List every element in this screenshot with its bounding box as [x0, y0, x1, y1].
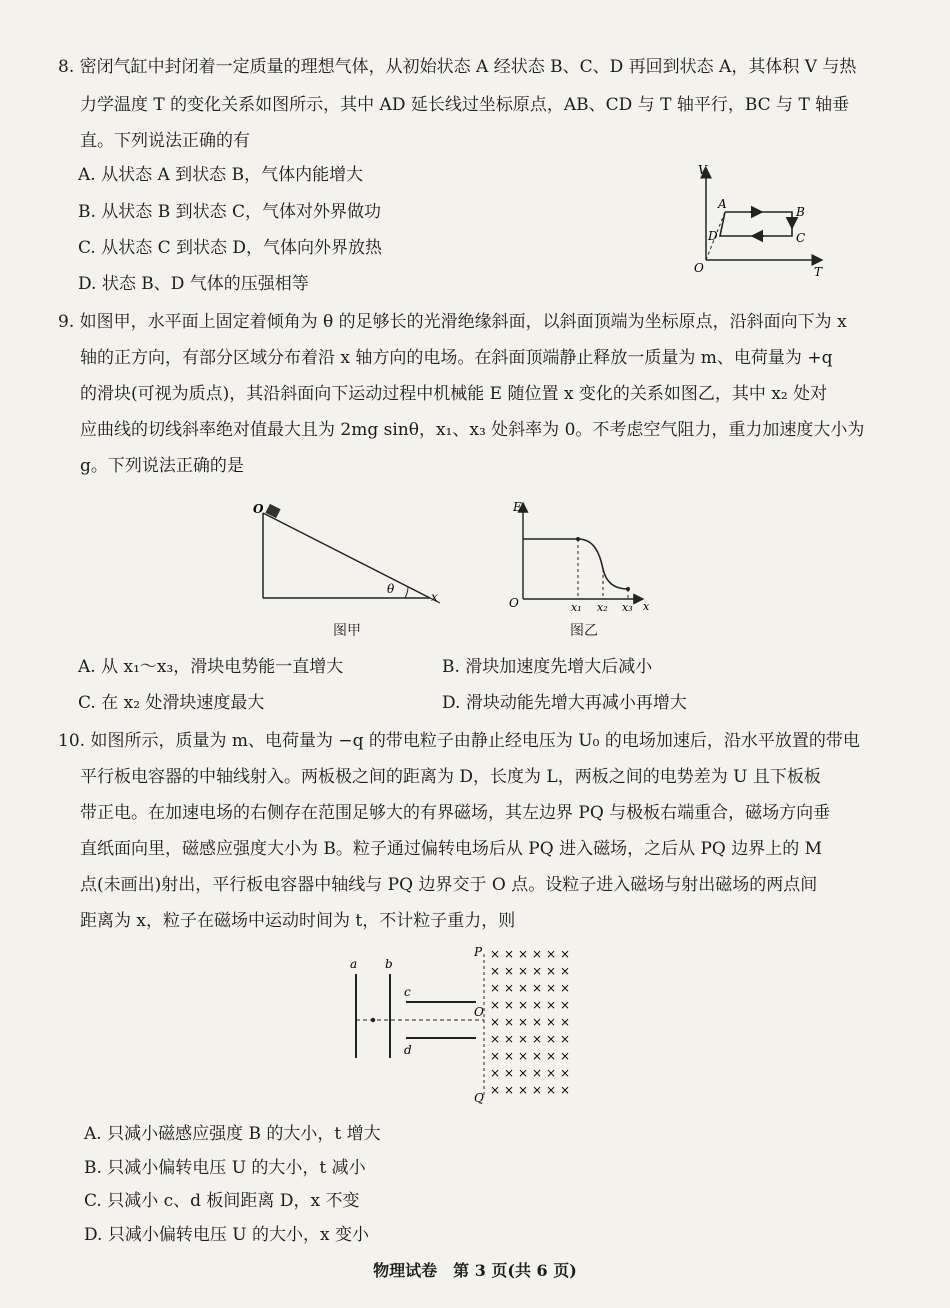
q9-option-b: B. 滑块加速度先增大后减小 — [442, 657, 653, 677]
field-cross: × — [560, 998, 571, 1012]
q9-stem-line-4: 应曲线的切线斜率绝对值最大且为 2mg sinθ，x₁、x₃ 处斜率为 0。不考虑空气阻力，重力加速度大小为 — [80, 420, 865, 440]
point-p-label: P — [474, 945, 483, 959]
q8-vt-diagram — [680, 160, 840, 285]
field-cross: × — [560, 947, 571, 961]
q10-option-d: D. 只减小偏转电压 U 的大小，x 变小 — [84, 1225, 369, 1245]
cycle-path — [720, 212, 792, 236]
page-footer: 物理试卷 第 3 页(共 6 页) — [373, 1261, 577, 1280]
e-axis-label: E — [513, 500, 522, 514]
q9-stem-line-5: g。下列说法正确的是 — [80, 456, 244, 476]
field-cross: × — [532, 981, 543, 995]
field-cross: × — [490, 998, 501, 1012]
field-cross: × — [532, 1032, 543, 1046]
energy-curve — [523, 539, 628, 589]
q10-option-a: A. 只减小磁感应强度 B 的大小，t 增大 — [84, 1124, 381, 1144]
field-cross: × — [490, 947, 501, 961]
q9-option-d: D. 滑块动能先增大再减小再增大 — [442, 693, 687, 713]
field-cross: × — [518, 947, 529, 961]
graph-origin-label: O — [509, 596, 519, 610]
field-cross: × — [532, 964, 543, 978]
q8-stem-line-3: 直。下列说法正确的有 — [80, 131, 250, 151]
q8-option-d: D. 状态 B、D 气体的压强相等 — [78, 274, 309, 294]
field-cross: × — [504, 1049, 515, 1063]
field-cross: × — [546, 1015, 557, 1029]
q10-field-diagram — [340, 940, 580, 1110]
field-cross: × — [504, 1032, 515, 1046]
field-cross: × — [560, 1015, 571, 1029]
point-a-label: A — [718, 197, 727, 211]
field-cross: × — [504, 981, 515, 995]
incline-x-label: x — [431, 590, 438, 604]
plate-c-label: c — [404, 985, 411, 999]
field-cross: × — [518, 964, 529, 978]
field-cross: × — [490, 1049, 501, 1063]
field-cross: × — [560, 1066, 571, 1080]
field-cross: × — [490, 1066, 501, 1080]
field-cross: × — [546, 1032, 557, 1046]
field-cross: × — [546, 1049, 557, 1063]
field-cross: × — [518, 1083, 529, 1097]
point-c-label: C — [796, 231, 806, 245]
q9-option-c: C. 在 x₂ 处滑块速度最大 — [78, 693, 265, 713]
q10-stem-line-1: 10. 如图所示，质量为 m、电荷量为 −q 的带电粒子由静止经电压为 U₀ 的电场加速后，沿水平放置的带电 — [58, 731, 860, 751]
q10-stem-line-6: 距离为 x，粒子在磁场中运动时间为 t，不计粒子重力，则 — [80, 911, 516, 931]
field-cross: × — [560, 1083, 571, 1097]
field-cross: × — [532, 1066, 543, 1080]
field-cross: × — [490, 1015, 501, 1029]
incline-slope — [263, 513, 430, 598]
field-cross: × — [490, 1083, 501, 1097]
field-cross: × — [560, 1032, 571, 1046]
origin-label: O — [694, 261, 704, 275]
q9-stem-line-3: 的滑块(可视为质点)，其沿斜面向下运动过程中机械能 E 随位置 x 变化的关系如图乙，其中 x₂ 处对 — [80, 384, 828, 404]
field-cross: × — [546, 964, 557, 978]
field-cross: × — [504, 1015, 515, 1029]
q9-energy-graph — [505, 495, 655, 617]
q10-stem-line-2: 平行板电容器的中轴线射入。两板极之间的距离为 D，长度为 L，两板之间的电势差为 U 且下板板 — [80, 767, 821, 787]
graph-x-axis-label: x — [643, 600, 650, 613]
q8-option-c: C. 从状态 C 到状态 D，气体向外界放热 — [78, 238, 383, 258]
field-cross: × — [532, 998, 543, 1012]
field-cross: × — [504, 1066, 515, 1080]
field-cross: × — [518, 998, 529, 1012]
field-cross: × — [532, 1015, 543, 1029]
plate-b-label: b — [385, 957, 393, 971]
q10-stem-line-4: 直纸面向里，磁感应强度大小为 B。粒子通过偏转电场后从 PQ 进入磁场，之后从 PQ 边界上的 M — [80, 839, 823, 859]
field-cross: × — [518, 1066, 529, 1080]
field-cross: × — [546, 998, 557, 1012]
field-cross: × — [560, 981, 571, 995]
x1-label: x₁ — [571, 601, 582, 614]
field-cross: × — [504, 998, 515, 1012]
point-o-label: O — [474, 1005, 484, 1019]
point-b-label: B — [796, 205, 805, 219]
point-q-label: Q — [474, 1091, 484, 1105]
q8-option-a: A. 从状态 A 到状态 B，气体内能增大 — [78, 165, 364, 185]
field-cross: × — [560, 1049, 571, 1063]
q10-stem-line-5: 点(未画出)射出，平行板电容器中轴线与 PQ 边界交于 O 点。设粒子进入磁场与射出磁场的两点间 — [80, 875, 818, 895]
field-cross: × — [546, 981, 557, 995]
field-cross: × — [532, 1049, 543, 1063]
x3-label: x₃ — [622, 601, 633, 614]
fig-jia-caption: 图甲 — [333, 623, 361, 639]
field-cross: × — [490, 981, 501, 995]
field-cross: × — [518, 1015, 529, 1029]
q8-option-b: B. 从状态 B 到状态 C，气体对外界做功 — [78, 202, 382, 222]
q8-stem-line-2: 力学温度 T 的变化关系如图所示，其中 AD 延长线过坐标原点，AB、CD 与 T 轴平行，BC 与 T 轴垂 — [80, 95, 850, 115]
field-cross: × — [546, 947, 557, 961]
field-cross: × — [532, 947, 543, 961]
q10-option-b: B. 只减小偏转电压 U 的大小，t 减小 — [84, 1158, 366, 1178]
q10-stem-line-3: 带正电。在加速电场的右侧存在范围足够大的有界磁场，其左边界 PQ 与极板右端重合，磁场方向垂 — [80, 803, 831, 823]
t-axis-label: T — [814, 265, 823, 279]
q9-option-a: A. 从 x₁～x₃，滑块电势能一直增大 — [78, 657, 344, 677]
field-cross: × — [490, 1032, 501, 1046]
q9-stem-line-2: 轴的正方向，有部分区域分布着沿 x 轴方向的电场。在斜面顶端静止释放一质量为 m、电荷量为 +q — [80, 348, 833, 368]
plate-d-label: d — [404, 1043, 412, 1057]
field-cross: × — [532, 1083, 543, 1097]
incline-origin-label: O — [253, 502, 264, 516]
field-cross: × — [490, 964, 501, 978]
field-cross: × — [546, 1083, 557, 1097]
q9-stem-line-1: 9. 如图甲，水平面上固定着倾角为 θ 的足够长的光滑绝缘斜面，以斜面顶端为坐标原点，沿斜面向下为 x — [58, 312, 847, 332]
magnetic-field-crosses — [490, 947, 570, 1097]
field-cross: × — [560, 964, 571, 978]
field-cross: × — [546, 1066, 557, 1080]
x2-label: x₂ — [597, 601, 608, 614]
q10-option-c: C. 只减小 c、d 板间距离 D，x 不变 — [84, 1191, 360, 1211]
field-cross: × — [504, 1083, 515, 1097]
plate-a-label: a — [350, 957, 358, 971]
field-cross: × — [504, 947, 515, 961]
fig-yi-caption: 图乙 — [570, 623, 598, 639]
particle-dot — [371, 1018, 375, 1022]
field-cross: × — [504, 964, 515, 978]
point-d-label: D — [708, 229, 718, 243]
q8-stem-line-1: 8. 密闭气缸中封闭着一定质量的理想气体，从初始状态 A 经状态 B、C、D 再回到状态 A，其体积 V 与热 — [58, 57, 857, 77]
field-cross: × — [518, 981, 529, 995]
field-cross: × — [518, 1032, 529, 1046]
q9-incline-diagram — [245, 495, 455, 615]
field-cross: × — [518, 1049, 529, 1063]
v-axis-label: V — [698, 163, 707, 177]
theta-label: θ — [387, 582, 395, 596]
